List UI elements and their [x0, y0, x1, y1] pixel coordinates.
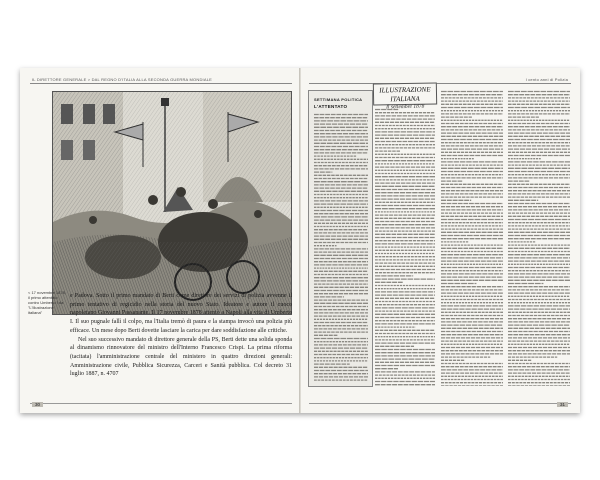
article-column-2 — [441, 90, 503, 386]
sidebar-rubric: SETTIMANA POLITICA — [314, 97, 363, 102]
header-rule — [30, 83, 292, 84]
image-caption: < 17 novembre 1878, il primo attentato contro Umberto I da "L'Illustrazione italiana" — [28, 290, 66, 315]
footer-rule — [30, 403, 292, 404]
engraving-illustration — [52, 91, 292, 315]
magazine-spread — [20, 68, 580, 413]
body-text-left — [70, 292, 292, 379]
footer-rule — [309, 403, 571, 404]
folio-left — [32, 402, 43, 407]
article-column-1 — [375, 108, 435, 386]
sidebar-box — [308, 90, 373, 387]
masthead-date: Il settembre 1878 — [386, 103, 425, 111]
header-rule — [309, 83, 571, 84]
left-page — [20, 68, 299, 413]
article-column-3 — [508, 90, 570, 386]
paragraph: e Padova. Sotto il primo mandato di Berti come direttore dei servizi di polizia avvenne il primo tentativo di regicidio nella storia del nuovo Stato. Ideatore e autore il cuoco napoletano Giovanni Passanante. Il 17 novembre 1878 attentò a Napoli alla vita di Umberto I. Il suo pugnale fallì il colpo, ma l'Italia tremò di paura e la stampa invocò una polizia più efficace. Un mese dopo Berti dovette lasciare la carica per dare soddisfazione alle critiche. — [70, 293, 292, 334]
sidebar-text-column — [314, 113, 368, 381]
paragraph: Nel suo successivo mandato di direttore generale della PS, Berti dette una solida sponda al dinamismo rinnovatore del ministro dell'Interno Francesco Crispi. La prima riforma (tacitata) l'amministrazione centrale del ministero in quattro direzioni generali: Amministrazione civile, Pubblica Sicurezza, Carceri e Sanità pubblica. Col decreto 31 luglio 1887, n. 4707 — [70, 336, 292, 378]
folio-right — [557, 402, 568, 407]
right-page — [301, 68, 580, 413]
page-number: 30 — [32, 402, 43, 407]
sidebar-title: L'ATTENTATO — [314, 104, 348, 109]
masthead-stamp — [373, 82, 437, 111]
running-head-right: I cento anni di Polizia — [525, 77, 568, 82]
running-head-left: IL DIRETTORE GENERALE > DAL REGNO D'ITALIA ALLA SECONDA GUERRA MONDIALE — [32, 77, 213, 82]
page-number: 31 — [557, 402, 568, 407]
masthead-title: ILLUSTRAZIONE ITALIANA — [379, 85, 431, 104]
